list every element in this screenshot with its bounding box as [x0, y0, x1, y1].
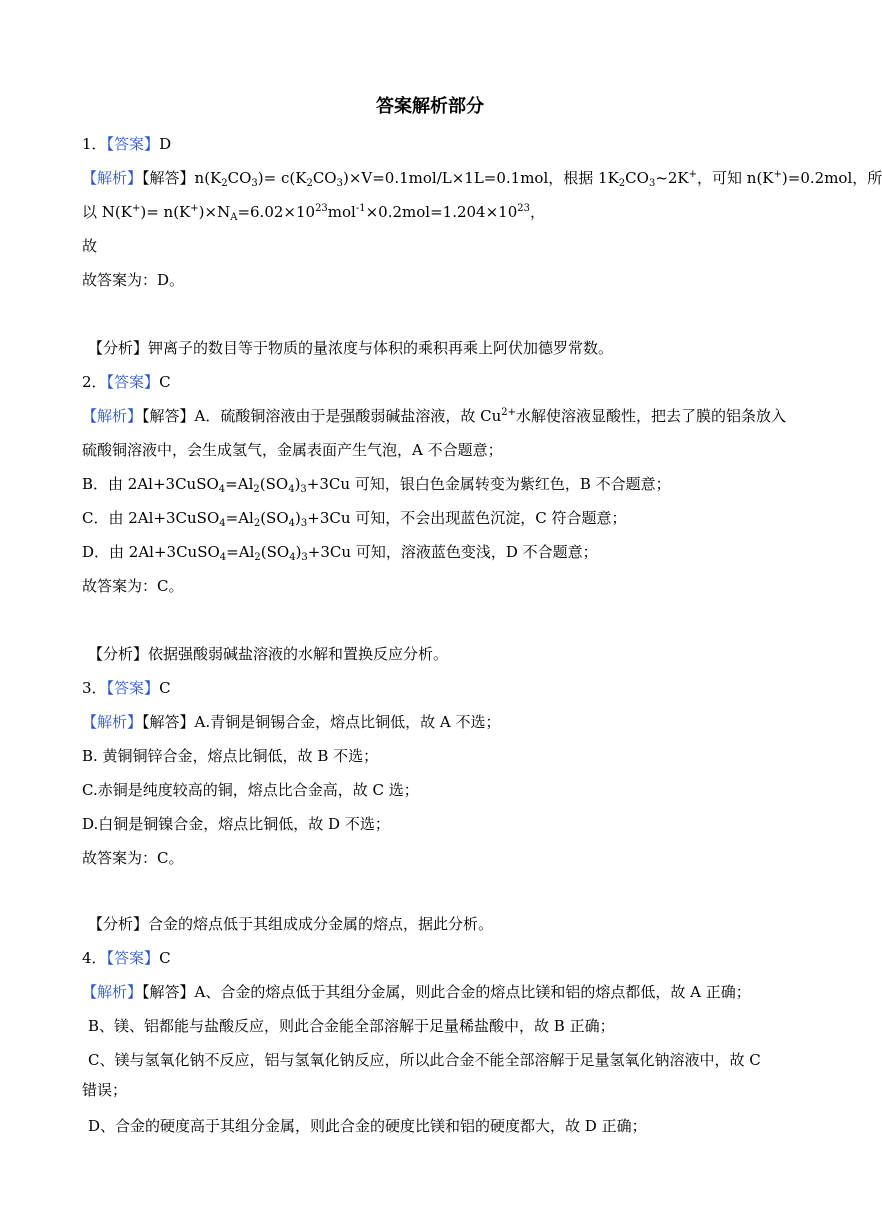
- q2-analysis-label: 【分析】: [88, 645, 149, 663]
- q3-answer-line: [82, 678, 812, 698]
- q2-sol-text: ): [295, 543, 302, 561]
- q3-solution-line-1: [82, 712, 812, 732]
- q3-answer-label: 【答案】: [106, 679, 160, 697]
- q3-option-c: C.赤铜是纯度较高的铜，熔点比合金高，故 C 选；: [82, 781, 419, 799]
- q1-sol-text: CO: [625, 169, 649, 187]
- q3-option-d: D.白铜是铜镍合金，熔点比铜低，故 D 不选；: [82, 815, 390, 833]
- q2-sol-text: ): [295, 509, 301, 527]
- q2-option-b: B．由 $2Al+3CuSO_4=Al_2(SO_4)_3+3Cu$ 可知，银白色金属转变为紫红色，B 不合题意；: [82, 475, 671, 495]
- q1-sol-text: ，: [529, 203, 545, 221]
- q3-analysis: [88, 914, 818, 934]
- q4-option-b: B、镁、铝都能与盐酸反应，则此合金能全部溶解于足量稀盐酸中，故 B 正确；: [88, 1017, 615, 1035]
- q2-answer-line: [82, 372, 812, 392]
- q1-sol-text: ~2K: [655, 169, 689, 187]
- q2-analysis-text: 依据强酸弱碱盐溶液的水解和置换反应分析。: [148, 645, 449, 663]
- q2-sol-text: (SO: [260, 509, 289, 527]
- q2-answer-label: 【答案】: [106, 373, 160, 391]
- q1-analysis-text: 钾离子的数目等于物质的量浓度与体积的乘积再乘上阿伏加德罗常数。: [148, 339, 614, 357]
- q3-answer-value: C: [159, 679, 171, 697]
- q1-sol-text: 以 N(K: [82, 203, 132, 221]
- q2-sol-text: C．由 2Al+3CuSO: [82, 509, 220, 527]
- q1-sol-text: n(K: [194, 169, 222, 187]
- q3-analysis-label: 【分析】: [88, 915, 149, 933]
- q1-sol-text: ×0.2mol=1.204×10: [365, 203, 518, 221]
- q4-number: 4．: [82, 949, 107, 967]
- q4-jieda-label: 【解答】: [142, 983, 195, 1001]
- q3-conclusion: 故答案为：C。: [82, 849, 184, 867]
- q1-analysis-label: 【分析】: [88, 339, 149, 357]
- q2-sol-text: =Al: [225, 475, 254, 493]
- q4-option-c: C、镁与氢氧化钠不反应，铝与氢氧化钠反应，所以此合金不能全部溶解于足量氢氧化钠溶液中，故 C: [88, 1051, 761, 1069]
- q1-jieda-label: 【解答】: [142, 169, 195, 187]
- q4-jiexi-label: 【解析】: [82, 983, 143, 1001]
- q1-answer-line: [82, 134, 812, 154]
- q4-option-c-cont: 错误；: [82, 1081, 128, 1099]
- q2-sol-text: =Al: [226, 543, 255, 561]
- q2-number: 2．: [82, 373, 107, 391]
- q2-sol-text: +3Cu 可知，不会出现蓝色沉淀，C 符合题意；: [307, 509, 627, 527]
- q1-sol-text: CO: [312, 169, 337, 187]
- q1-number: 1．: [82, 135, 107, 153]
- q4-answer-value: C: [159, 949, 171, 967]
- q3-option-b: B. 黄铜铜锌合金，熔点比铜低，故 B 不选；: [82, 747, 379, 765]
- q4-option-d: D、合金的硬度高于其组分金属，则此合金的硬度比镁和铝的硬度都大，故 D 正确；: [88, 1117, 647, 1135]
- q2-sol-text: +3Cu 可知，银白色金属转变为紫红色，B 不合题意；: [306, 475, 671, 493]
- q1-solution-line-2: 以 $N(K^+)= n(K^+)\times N_A=6.02\times 10^{23}mol^{-1}\times 0.2mol=1.204\times 10^{23}$，: [82, 203, 545, 223]
- q4-option-a: A、合金的熔点低于其组分金属，则此合金的熔点比镁和铝的熔点都低，故 A 正确；: [194, 983, 751, 1001]
- q1-conclusion: 故答案为：D。: [82, 271, 185, 289]
- q1-sol-text: )=0.2mol，所: [781, 169, 882, 187]
- q1-solution-line-1: 【解析】【解答】$n(K_2CO_3)= c(K_2CO_3)\times V=0.1mol/L\times 1L=0.1mol$，根据 $1K_2CO_3\sim 2K^+$，可知 n(K+)=0.2mol，所: [82, 169, 882, 189]
- q2-analysis: [88, 644, 818, 664]
- q1-solution-line-3: 故: [82, 237, 98, 255]
- q2-answer-value: C: [159, 373, 171, 391]
- q1-sol-text: ，可知 n(K: [697, 169, 774, 187]
- q4-answer-label: 【答案】: [106, 949, 160, 967]
- q2-sol-text: +3Cu 可知，溶液蓝色变浅，D 不合题意；: [307, 543, 598, 561]
- q2-option-d: D．由 $2Al+3CuSO_4=Al_2(SO_4)_3+3Cu$ 可知，溶液蓝色变浅，D 不合题意；: [82, 543, 598, 563]
- q2-jieda-label: 【解答】: [142, 407, 195, 425]
- q3-jieda-label: 【解答】: [142, 713, 195, 731]
- q2-sol-text: 水解使溶液显酸性，把去了膜的铝条放入: [516, 407, 787, 425]
- q3-jiexi-label: 【解析】: [82, 713, 143, 731]
- q1-sol-text: mol: [327, 203, 356, 221]
- q2-option-c: C．由 $2Al+3CuSO_4=Al_2(SO_4)_3+3Cu$ 可知，不会出现蓝色沉淀，C 符合题意；: [82, 509, 627, 529]
- q2-sol-text: B．由 2Al+3CuSO: [82, 475, 219, 493]
- q1-sol-text: )= c(K: [257, 169, 307, 187]
- q3-analysis-text: 合金的熔点低于其组成成分金属的熔点，据此分析。: [148, 915, 494, 933]
- q4-answer-line: [82, 948, 812, 968]
- page-title: 答案解析部分: [376, 96, 484, 117]
- q4-solution-line-1: [82, 982, 812, 1002]
- q2-sol-text: (SO: [259, 475, 289, 493]
- q1-sol-text: )×V=0.1mol/L×1L=0.1mol，根据 1K: [342, 169, 619, 187]
- q3-option-a: A.青铜是铜锡合金，熔点比铜低，故 A 不选；: [194, 713, 501, 731]
- q2-sol-text: (SO: [260, 543, 290, 561]
- q1-sol-text: )×N: [198, 203, 231, 221]
- q2-sol-text: D．由 2Al+3CuSO: [82, 543, 220, 561]
- q2-solution-line-2: 硫酸铜溶液中，会生成氢气，金属表面产生气泡，A 不合题意；: [82, 441, 503, 459]
- q3-number: 3．: [82, 679, 107, 697]
- q1-jiexi-label: 【解析】: [82, 169, 143, 187]
- q2-jiexi-label: 【解析】: [82, 407, 143, 425]
- q2-sol-text: ): [294, 475, 301, 493]
- q1-sol-text: =6.02×10: [237, 203, 316, 221]
- q2-conclusion: 故答案为：C。: [82, 577, 184, 595]
- q2-solution-line-1: 【解析】【解答】A．硫酸铜溶液由于是强酸弱碱盐溶液，故 $Cu^{2+}$水解使溶液显酸性，把去了膜的铝条放入: [82, 407, 787, 425]
- q1-answer-value: D: [159, 135, 172, 153]
- q2-sol-text: =Al: [225, 509, 254, 527]
- q1-sol-text: )= n(K: [140, 203, 191, 221]
- q1-sol-text: CO: [227, 169, 252, 187]
- q1-answer-label: 【答案】: [106, 135, 160, 153]
- q2-sol-text: A．硫酸铜溶液由于是强酸弱碱盐溶液，故 Cu: [194, 407, 502, 425]
- q1-analysis: [88, 338, 818, 358]
